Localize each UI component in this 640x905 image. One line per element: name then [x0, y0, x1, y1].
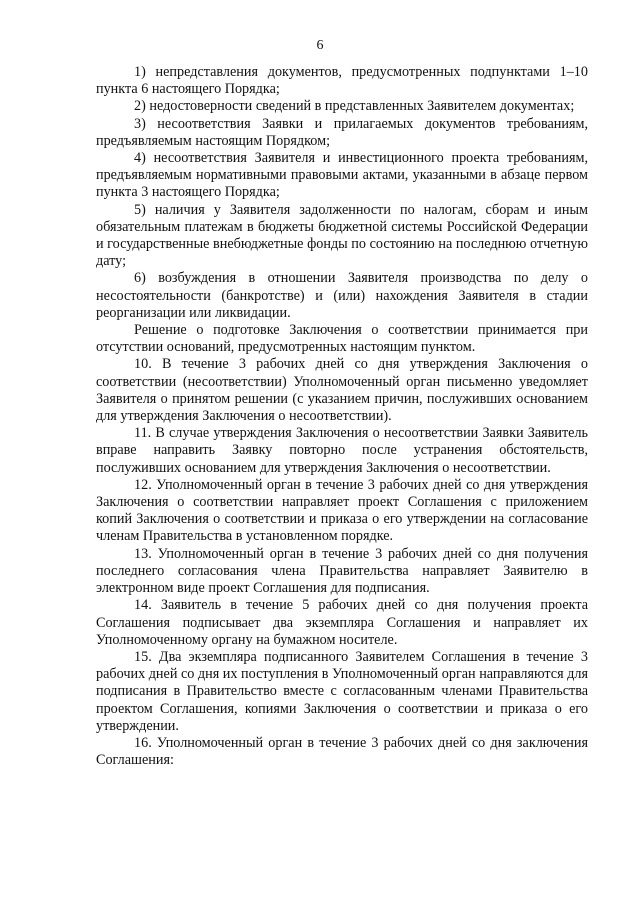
- paragraph-item-1: 1) непредставления документов, предусмотренных подпунктами 1–10 пункта 6 настоящего Порядка;: [96, 64, 588, 98]
- document-body: [96, 64, 588, 769]
- paragraph-item-2: 2) недостоверности сведений в представленных Заявителем документах;: [134, 98, 575, 115]
- paragraph-section-15: 15. Два экземпляра подписанного Заявителем Соглашения в течение 3 рабочих дней со дня их поступления в Уполномоченный орган направляются для подписания в Правительство вместе с согласованным членами Правительства проектом Соглашения, копиями Заключения о соответствии и приказа о его утверждении.: [96, 648, 588, 734]
- paragraph-section-10: 10. В течение 3 рабочих дней со дня утверждения Заключения о соответствии (несоответствии) Уполномоченный орган письменно уведомляет Заявителя о принятом решении (с указанием причин, послуживших основанием для утверждения Заключения о несоответствии).: [96, 356, 588, 425]
- paragraph-section-11: 11. В случае утверждения Заключения о несоответствии Заявки Заявитель вправе направить Заявку повторно после устранения обстоятельств, послуживших основанием для утверждения Заключения о несоответствии.: [96, 425, 588, 476]
- paragraph-section-14: 14. Заявитель в течение 5 рабочих дней со дня получения проекта Соглашения подписывает два экземпляра Соглашения и направляет их Уполномоченному органу на бумажном носителе.: [96, 597, 588, 648]
- paragraph-item-6: 6) возбуждения в отношении Заявителя производства по делу о несостоятельности (банкротстве) и (или) нахождения Заявителя в стадии реорганизации или ликвидации.: [96, 270, 588, 321]
- paragraph-item-4: 4) несоответствия Заявителя и инвестиционного проекта требованиям, предъявляемым нормативными правовыми актами, указанными в абзаце первом пункта 3 настоящего Порядка;: [96, 150, 588, 201]
- page-number: 6: [316, 38, 324, 53]
- paragraph-item-3: 3) несоответствия Заявки и прилагаемых документов требованиям, предъявляемым настоящим Порядком;: [96, 115, 588, 149]
- paragraph-section-16: 16. Уполномоченный орган в течение 3 рабочих дней со дня заключения Соглашения:: [96, 734, 588, 769]
- paragraph-item-5: 5) наличия у Заявителя задолженности по налогам, сборам и иным обязательным платежам в бюджеты бюджетной системы Российской Федерации и государственные внебюджетные фонды по состоянию на последнюю отчетную дату;: [96, 201, 588, 270]
- paragraph-section-13: 13. Уполномоченный орган в течение 3 рабочих дней со дня получения последнего согласования члена Правительства направляет Заявителю в электронном виде проект Соглашения для подписания.: [96, 545, 588, 597]
- paragraph-decision-note: Решение о подготовке Заключения о соответствии принимается при отсутствии оснований, предусмотренных настоящим пунктом.: [96, 322, 588, 356]
- paragraph-section-12: 12. Уполномоченный орган в течение 3 рабочих дней со дня утверждения Заключения о соответствии направляет проект Соглашения с приложением копий Заключения о соответствии и приказа о его утверждении на согласование членам Правительства в установленном порядке.: [96, 476, 588, 545]
